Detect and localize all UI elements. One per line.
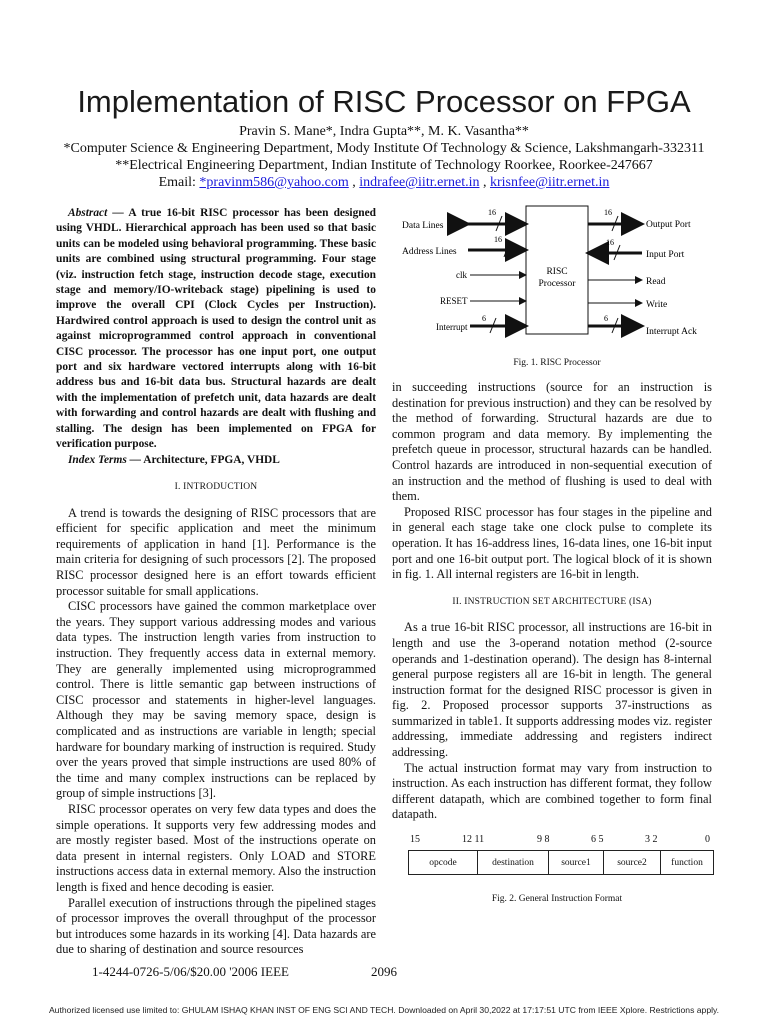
interrupt-ack-label: Interrupt Ack <box>646 327 697 337</box>
write-label: Write <box>646 300 668 310</box>
bit-label: 3 2 <box>645 834 658 845</box>
field-destination: destination <box>478 851 549 875</box>
bit-label: 6 5 <box>591 834 604 845</box>
abstract <box>56 206 376 453</box>
address-lines-label: Address Lines <box>402 247 457 257</box>
left-column <box>56 206 376 958</box>
data-lines-width: 16 <box>488 208 496 217</box>
paper-title: Implementation of RISC Processor on FPGA <box>77 84 691 119</box>
right-column <box>392 380 712 823</box>
figure-1-caption: Fig. 1. RISC Processor <box>513 358 601 368</box>
risc-processor-block-diagram <box>398 204 728 344</box>
input-port-label: Input Port <box>646 250 685 260</box>
right-paragraph-1: in succeeding instructions (source for an instruction is destination for previous instruction) and they can be resolved by the method of forwarding. Structural hazards are due to common program and data memory. By implementing the prefetch queue in processor, structural hazards can be handled. Control hazards are introduced in non-sequential execution of an instruction and the method of flushing is used to deal with them. <box>392 380 712 504</box>
data-lines-label: Data Lines <box>402 221 444 231</box>
page-number: 2096 <box>371 964 397 979</box>
index-terms-text: Architecture, FPGA, VHDL <box>143 453 280 466</box>
email-line <box>0 175 768 191</box>
processor-label-2: Processor <box>538 279 576 289</box>
intro-paragraph-3: RISC processor operates on very few data types and does the simple operations. It supports very few addressing modes and are mostly register based. Most of the instructions operate on data present in internal registers. Only LOAD and STORE instructions access data in external memory. Also the instruction length is fixed and hence decoding is easier. <box>56 801 376 894</box>
email-link-2[interactable]: indrafee@iitr.ernet.in <box>359 175 480 190</box>
processor-label-1: RISC <box>546 267 568 277</box>
field-function: function <box>661 851 714 875</box>
bit-label: 0 <box>705 834 710 845</box>
read-label: Read <box>646 277 666 287</box>
email-separator: , <box>352 175 356 190</box>
email-link-3[interactable]: krisnfee@iitr.ernet.in <box>489 175 610 190</box>
section-heading-introduction: I. INTRODUCTION <box>174 482 258 493</box>
figure-2-caption: Fig. 2. General Instruction Format <box>491 894 623 904</box>
field-opcode: opcode <box>409 851 478 875</box>
input-port-width: 16 <box>606 238 614 247</box>
affiliation-1: *Computer Science & Engineering Department, Mody Institute Of Technology & Science, Lakshmangarh-332311 <box>63 141 705 156</box>
address-lines-width: 16 <box>494 235 502 244</box>
index-terms <box>56 453 376 469</box>
right-paragraph-4: The actual instruction format may vary from instruction to instruction. As each instruction has different format, they follow different datapath, which are combined together to form final datapath. <box>392 760 712 822</box>
bit-label: 9 8 <box>537 834 550 845</box>
isbn-line: 1-4244-0726-5/06/$20.00 '2006 IEEE <box>92 964 289 979</box>
output-port-label: Output Port <box>646 220 691 230</box>
interrupt-label: Interrupt <box>436 322 468 332</box>
email-label: Email: <box>158 175 196 190</box>
clk-label: clk <box>456 270 467 280</box>
field-source2: source2 <box>604 851 661 875</box>
email-separator: , <box>482 175 487 190</box>
interrupt-width: 6 <box>482 314 486 323</box>
intro-paragraph-4: Parallel execution of instructions through the pipelined stages of processor improves the overall throughput of the processor but introduces some hazards in its working [4]. Data hazards are due to sharing of destination and source resources <box>56 895 376 957</box>
instruction-format-table <box>408 850 714 875</box>
bit-label: 12 11 <box>462 834 485 845</box>
bit-label: 15 <box>410 834 420 845</box>
abstract-text: A true 16-bit RISC processor has been designed using VHDL. Hierarchical approach has been used so that basic units can be modeled using behavioral programming. These basic units are combined using structural programming. Four stage (viz. instruction fetch stage, instruction decode stage, execution stage and memory/IO-writeback stage) pipelining is used to improve the overall CPI (Clock Cycles per Instruction). Hardwired control approach is used to design the control unit as against microprogrammed control approach in conventional CISC processor. The processor has one input port, one output port and six hardware vectored interrupts along with 16-bit address bus and 16-bit data bus. Structural hazards are dealt with the implementation of prefetch unit, data hazards are dealt with forwarding and control hazards are dealt with flushing and stalling. The design has been implemented on FPGA for verification purpose. <box>56 207 377 451</box>
intro-paragraph-2: CISC processors have gained the common marketplace over the years. They support various addressing modes and various data types. The instruction length varies from instruction to instruction. They frequently access data in external memory. They are generally implemented using microprogrammed control. There is little semantic gap between instructions of CISC processor and statements in higher-level languages. Although they may be saving memory space, design is complicated and as instructions are variable in length; special hardware for boundary marking of instruction is required. Study over the years proved that simple instructions are used 80% of the time and many complex instructions can be replaced by group of simple instructions [3]. <box>56 599 376 801</box>
field-source1: source1 <box>549 851 604 875</box>
right-paragraph-3: As a true 16-bit RISC processor, all instructions are 16-bit in length and use the 3-operand notation method (2-source operands and 1-destination operand). The design has 8-internal general purpose registers all are 16-bit in length. The general instruction format for the designed RISC processor is given in fig. 2. Proposed processor supports 37-instructions as summarized in table1. It supports addressing modes viz. register addressing, immediate addressing and registers indirect addressing. <box>392 620 712 760</box>
section-heading-isa: II. INSTRUCTION SET ARCHITECTURE (ISA) <box>452 596 652 607</box>
intro-paragraph-1: A trend is towards the designing of RISC processors that are efficient for specific application and meet the minimum requirements of application in hand [1]. Performance is the main criteria for designing of such processors [2]. The proposed RISC processor designed here is an effort towards efficient processor suitable for small applications. <box>56 505 376 598</box>
index-terms-lead: Index Terms — <box>68 453 141 466</box>
output-port-width: 16 <box>604 208 612 217</box>
interrupt-ack-width: 6 <box>604 314 608 323</box>
email-link-1[interactable]: *pravinm586@yahoo.com <box>199 175 349 190</box>
license-notice: Authorized licensed use limited to: GHULAM ISHAQ KHAN INST OF ENG SCI AND TECH. Downloaded on April 30,2022 at 17:17:51 UTC from IEEE Xplore. Restrictions apply. <box>48 1005 720 1015</box>
affiliation-2: **Electrical Engineering Department, Indian Institute of Technology Roorkee, Roorkee-247667 <box>115 158 653 173</box>
authors: Pravin S. Mane*, Indra Gupta**, M. K. Vasantha** <box>239 124 529 139</box>
abstract-lead: Abstract — <box>68 207 124 219</box>
reset-label: RESET <box>440 296 468 306</box>
right-paragraph-2: Proposed RISC processor has four stages in the pipeline and in general each stage take one clock pulse to complete its operation. It has 16-address lines, 16-data lines, one 16-bit input port and one 16-bit output port. The logical block of it is shown in fig. 1. All internal registers are 16-bit in length. <box>392 504 712 582</box>
